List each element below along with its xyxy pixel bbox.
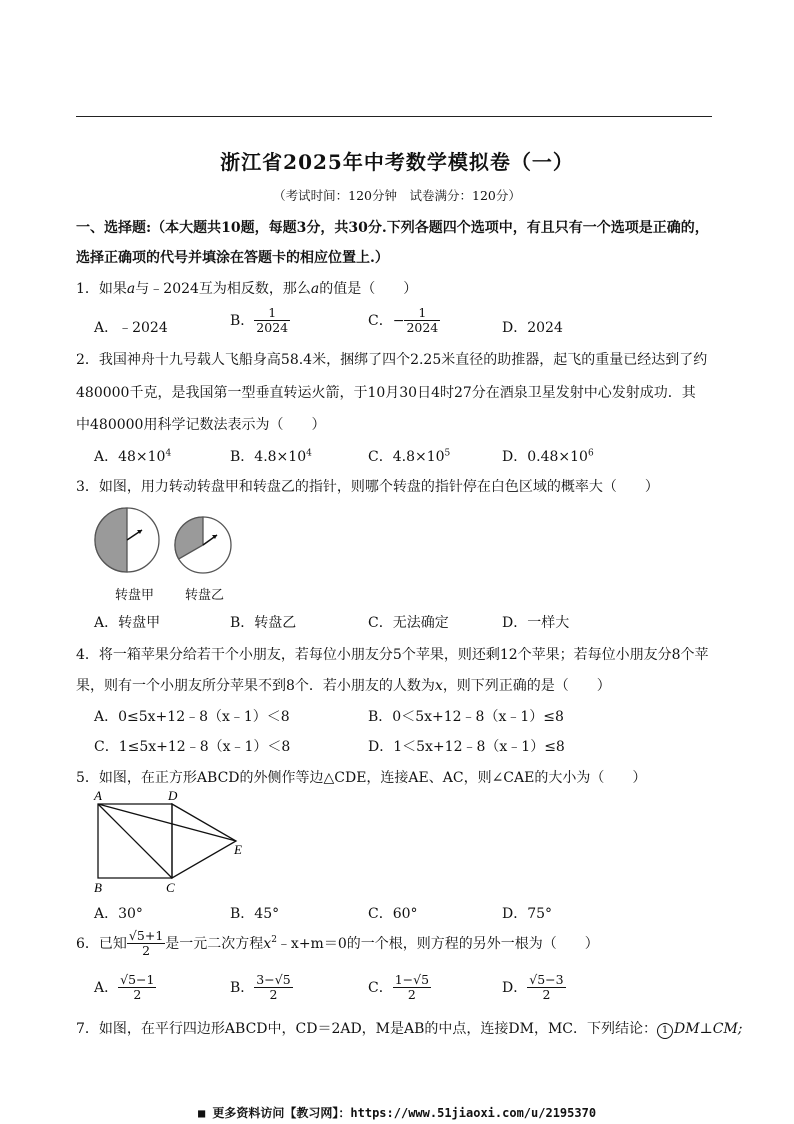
q2-line1: 2．我国神舟十九号载人飞船身高58.4米，捆绑了四个2.25米直径的助推器，起飞的重量已经达到了约 [76,352,708,368]
section-header-line2: 选择正确项的代号并填涂在答题卡的相应位置上.） [76,250,389,266]
q6-option-d [502,973,566,1003]
circled-number: 1 [657,1023,673,1039]
q5-option-d: D．75° [502,906,553,922]
q2-option-b [230,446,312,466]
fraction-denominator: 2024 [406,320,439,336]
fraction-numerator: 1−√5 [394,972,430,987]
fraction-numerator: √5−3 [529,972,564,987]
q6-var-x: x [263,935,272,952]
fraction-denominator: 2 [542,987,551,1003]
q6-option-c-fraction [393,973,431,1003]
q1-var-a: a [126,281,136,297]
page-subtitle: （考试时间：120分钟 试卷满分：120分） [273,188,521,203]
q6-root-fraction [127,929,165,959]
q2-option-a-base: A．48×10 [94,449,166,465]
q1-option-b [230,306,290,336]
vertex-label-d: D [168,788,178,803]
q6-option-a [94,973,156,1003]
fraction-denominator: 2 [142,943,151,959]
q2-option-b-base: B．4.8×10 [230,449,307,465]
fraction-numerator: 3−√5 [256,972,291,987]
q4-option-c: C．1≤5x+12﹣8（x﹣1）＜8 [94,739,291,755]
page-title: 浙江省2025年中考数学模拟卷（一） [220,150,574,174]
q3-option-d: D．一样大 [502,615,570,631]
q6-option-b [230,973,293,1003]
q4-line1: 4．将一箱苹果分给若干个小朋友，若每位小朋友分5个苹果，则还剩12个苹果；若每位小朋友分8个苹 [76,647,709,663]
q4-line2-b: ，则下列正确的是（ ） [442,678,611,694]
spinner-yi [175,517,231,573]
q6-option-b-fraction [254,973,292,1003]
fraction-denominator: 2 [407,987,416,1003]
q6-option-b-label: B． [230,979,255,996]
spinner-yi-label: 转盘乙 [185,588,225,603]
fraction-denominator: 2 [269,987,278,1003]
fraction-numerator: 1 [254,306,290,321]
q7-conclusion-1: DM⊥CM; [674,1021,743,1037]
q1-option-b-fraction [254,306,290,336]
q4-line2-a: 果，则有一个小朋友所分苹果不到8个．若小朋友的人数为 [76,678,435,694]
q1-stem-a: 1．如果 [76,281,127,297]
q3-option-c: C．无法确定 [368,615,449,631]
q3-stem: 3．如图，用力转动转盘甲和转盘乙的指针，则哪个转盘的指针停在白色区域的概率大（ ） [76,479,659,495]
q5-square-triangle-figure [88,788,258,896]
vertex-label-c: C [166,880,175,895]
q4-option-d: D．1＜5x+12﹣8（x﹣1）≤8 [368,739,565,755]
q6-stem [76,929,599,959]
q2-option-c-exponent: 5 [444,448,451,459]
q1-option-c-label: C．− [368,312,405,329]
q4-line2 [76,675,611,695]
q2-option-c-base: C．4.8×10 [368,449,445,465]
q6-option-a-fraction [118,973,156,1003]
q6-option-a-label: A． [94,979,119,996]
q6-option-d-fraction [527,973,565,1003]
q7-stem [76,1018,743,1039]
q2-option-a-exponent: 4 [165,448,172,459]
q5-stem: 5．如图，在正方形ABCD的外侧作等边△CDE，连接AE、AC，则∠CAE的大小为（ ） [76,770,647,786]
q2-option-d-exponent: 6 [587,448,594,459]
q2-option-d [502,446,594,466]
q6-equation-rest: ﹣x+m＝0 [276,935,347,952]
q3-option-a: A．转盘甲 [94,615,161,631]
q6-stem-c: 的一个根，则方程的另外一根为（ ） [346,935,599,952]
q2-line3: 中480000用科学记数法表示为（ ） [76,417,326,433]
fraction-denominator: 2024 [256,320,289,336]
spinner-jia-label: 转盘甲 [115,588,155,603]
q1-stem [76,278,417,298]
q4-var-x: x [434,678,443,694]
fraction-numerator: 1 [404,306,440,321]
q6-stem-a: 6．已知 [76,935,127,952]
q5-option-b: B．45° [230,906,280,922]
q3-option-b: B．转盘乙 [230,615,297,631]
vertex-label-a: A [94,788,102,803]
q2-line2: 480000千克，是我国第一型垂直转运火箭，于10月30日4时27分在酒泉卫星发射中心发射成功．其 [76,385,696,401]
q1-option-d: D．2024 [502,320,563,336]
q1-option-b-label: B． [230,312,255,329]
q6-stem-b: 是一元二次方程 [165,935,264,952]
q7-stem-text: 7．如图，在平行四边形ABCD中，CD＝2AD，M是AB的中点，连接DM，MC．下列结论： [76,1021,658,1037]
q1-option-c-fraction [404,306,440,336]
q3-spinner-figure [90,500,250,585]
q2-option-a [94,446,171,466]
fraction-numerator: √5−1 [120,972,155,987]
q1-stem-b: 与﹣2024互为相反数，那么 [135,281,311,297]
section-header-line1: 一、选择题:（本大题共10题，每题3分，共30分.下列各题四个选项中，有且只有一个选项是正确的， [76,220,709,236]
q1-var-a2: a [310,281,320,297]
q4-option-b: B．0＜5x+12﹣8（x﹣1）≤8 [368,709,564,725]
q1-option-c [368,306,440,336]
vertex-label-e: E [234,842,242,857]
q2-option-b-exponent: 4 [306,448,312,459]
q2-option-d-base: D．0.48×10 [502,449,588,465]
footer-link[interactable]: ■ 更多资料访问【教习网】：https://www.51jiaoxi.com/u/2195370 [197,1106,597,1120]
q5-option-c: C．60° [368,906,418,922]
q2-option-c [368,446,450,466]
fraction-numerator: √5+1 [128,928,164,943]
q1-stem-c: 的值是（ ） [319,281,418,297]
q6-option-c-label: C． [368,979,393,996]
q6-exponent: 2 [271,935,277,946]
vertex-label-b: B [94,880,102,895]
fraction-denominator: 2 [133,987,142,1003]
q5-option-a: A．30° [94,906,143,922]
spinner-jia [95,508,159,572]
q6-option-d-label: D． [502,979,528,996]
q1-option-a: A．﹣2024 [94,320,168,336]
q4-option-a: A．0≤5x+12﹣8（x﹣1）＜8 [94,709,290,725]
q6-option-c [368,973,431,1003]
header-rule [76,116,712,117]
